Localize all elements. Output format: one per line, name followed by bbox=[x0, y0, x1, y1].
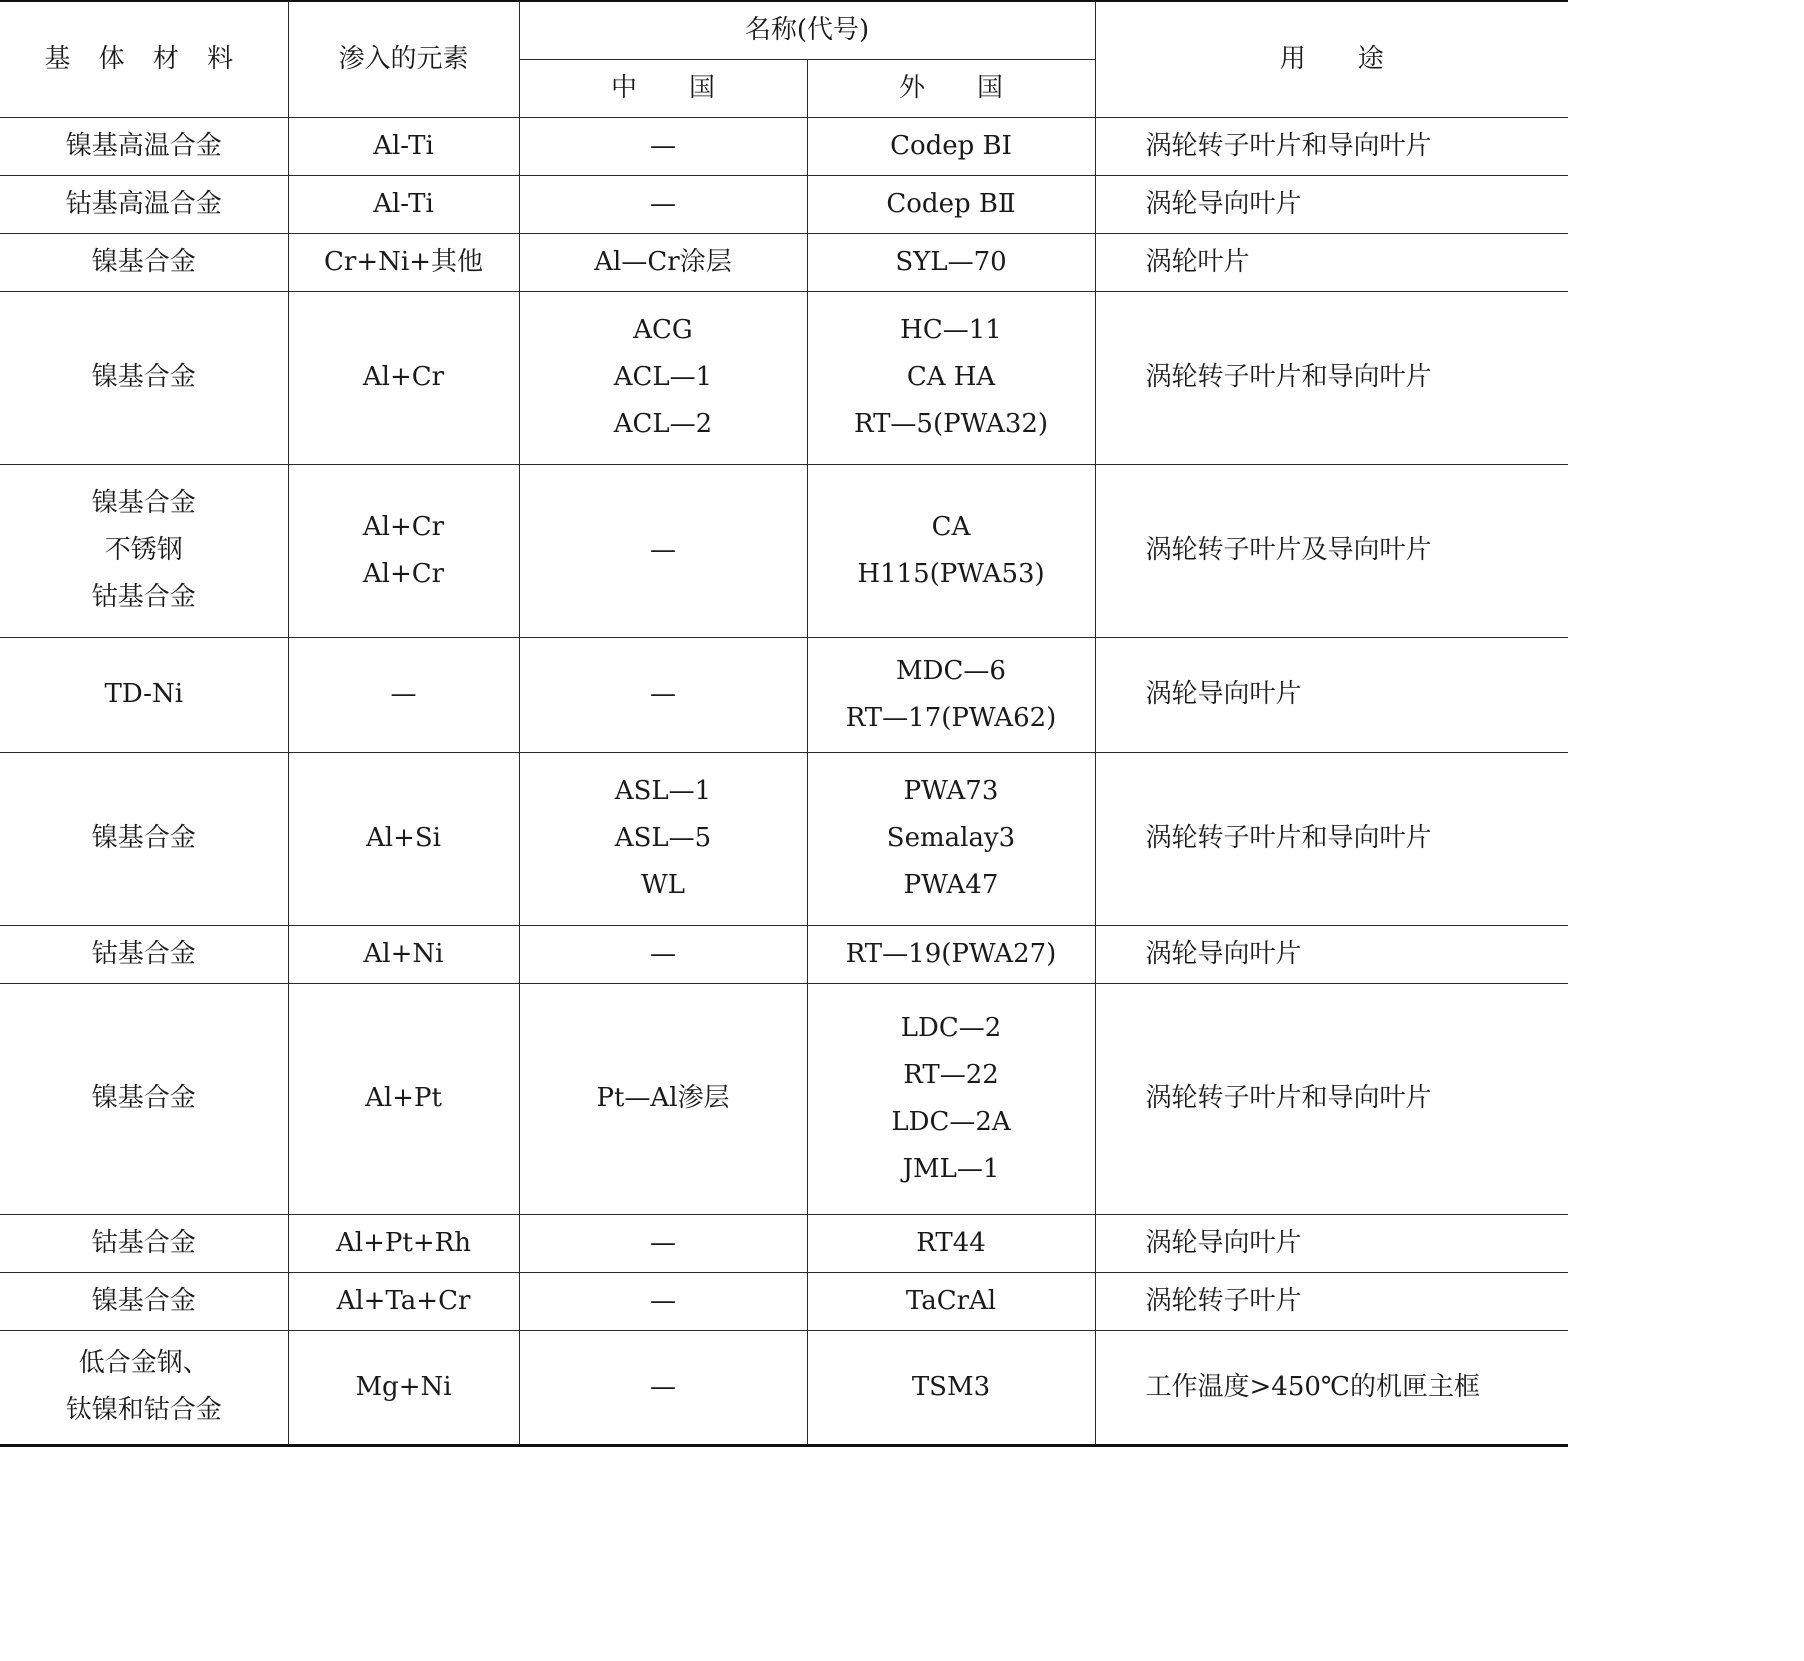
cell-base-material bbox=[0, 117, 288, 175]
table-row bbox=[0, 175, 1568, 233]
cell-line: PWA73 bbox=[903, 776, 999, 806]
cell-line: Cr+Ni+其他 bbox=[324, 246, 483, 277]
cell-line: LDC—2A bbox=[891, 1106, 1011, 1137]
cell-usage: 涡轮导向叶片 bbox=[1095, 925, 1568, 983]
cell-line: — bbox=[650, 130, 676, 161]
cell-usage: 涡轮导向叶片 bbox=[1095, 175, 1568, 233]
header-foreign: 外 国 bbox=[807, 59, 1095, 117]
cell-line: Al+Pt+Rh bbox=[336, 1227, 471, 1258]
cell-line: 钛镍和钴合金 bbox=[65, 1395, 222, 1425]
cell-usage: 涡轮转子叶片和导向叶片 bbox=[1095, 291, 1568, 464]
cell-china-code bbox=[519, 117, 807, 175]
cell-line: 镍基合金 bbox=[91, 823, 196, 853]
cell-line: 钴基高温合金 bbox=[65, 188, 222, 219]
header-infiltrated-elements: 渗入的元素 bbox=[288, 1, 519, 117]
cell-china-code bbox=[519, 1330, 807, 1445]
table-row bbox=[0, 983, 1568, 1214]
cell-base-material bbox=[0, 637, 288, 752]
cell-base-material bbox=[0, 1214, 288, 1272]
table-row bbox=[0, 233, 1568, 291]
cell-line: LDC—2 bbox=[900, 1012, 1002, 1043]
cell-line: — bbox=[390, 679, 417, 709]
table-row bbox=[0, 1272, 1568, 1330]
cell-line: — bbox=[650, 1371, 676, 1402]
cell-line: H115(PWA53) bbox=[857, 558, 1045, 589]
cell-infiltrated-elements bbox=[288, 1330, 519, 1445]
cell-base-material bbox=[0, 233, 288, 291]
cell-base-material bbox=[0, 1272, 288, 1330]
table-header bbox=[0, 1, 1568, 117]
cell-line: 镍基合金 bbox=[91, 362, 196, 392]
cell-foreign-code bbox=[807, 983, 1095, 1214]
cell-base-material bbox=[0, 752, 288, 925]
cell-line: — bbox=[650, 1285, 676, 1316]
table-row bbox=[0, 1330, 1568, 1445]
cell-line: Al+Ta+Cr bbox=[336, 1285, 471, 1316]
cell-infiltrated-elements bbox=[288, 291, 519, 464]
cell-line: ASL—5 bbox=[614, 823, 712, 853]
cell-usage: 涡轮转子叶片及导向叶片 bbox=[1095, 464, 1568, 637]
cell-line: Mg+Ni bbox=[355, 1371, 452, 1402]
cell-line: Pt—Al渗层 bbox=[596, 1083, 730, 1113]
cell-china-code bbox=[519, 752, 807, 925]
cell-infiltrated-elements bbox=[288, 464, 519, 637]
cell-line: Al+Ni bbox=[363, 938, 444, 969]
cell-line: 钴基合金 bbox=[91, 1227, 196, 1258]
cell-line: 低合金钢、 bbox=[78, 1348, 209, 1378]
cell-line: — bbox=[650, 188, 676, 219]
cell-line: RT—19(PWA27) bbox=[845, 938, 1057, 969]
header-china: 中 国 bbox=[519, 59, 807, 117]
cell-china-code bbox=[519, 1214, 807, 1272]
table-row bbox=[0, 925, 1568, 983]
cell-china-code bbox=[519, 175, 807, 233]
cell-line: Al—Cr涂层 bbox=[594, 246, 732, 277]
cell-line: RT—5(PWA32) bbox=[853, 409, 1049, 439]
cell-line: Al+Si bbox=[365, 823, 441, 853]
cell-line: Semalay3 bbox=[886, 823, 1016, 853]
cell-line: Al-Ti bbox=[373, 130, 434, 161]
table-row bbox=[0, 291, 1568, 464]
cell-line: HC—11 bbox=[900, 315, 1002, 345]
cell-line: — bbox=[650, 938, 676, 969]
cell-line: ASL—1 bbox=[614, 776, 712, 806]
cell-infiltrated-elements bbox=[288, 752, 519, 925]
header-name-code: 名称(代号) bbox=[519, 1, 1095, 59]
table-row bbox=[0, 464, 1568, 637]
cell-line: 不锈钢 bbox=[104, 535, 183, 565]
cell-infiltrated-elements bbox=[288, 1272, 519, 1330]
cell-foreign-code bbox=[807, 637, 1095, 752]
cell-china-code bbox=[519, 464, 807, 637]
cell-line: TaCrAl bbox=[905, 1285, 997, 1316]
cell-foreign-code bbox=[807, 464, 1095, 637]
cell-line: PWA47 bbox=[903, 870, 999, 900]
cell-china-code bbox=[519, 637, 807, 752]
cell-usage: 涡轮转子叶片 bbox=[1095, 1272, 1568, 1330]
cell-infiltrated-elements bbox=[288, 983, 519, 1214]
cell-infiltrated-elements bbox=[288, 117, 519, 175]
cell-foreign-code bbox=[807, 117, 1095, 175]
cell-foreign-code bbox=[807, 752, 1095, 925]
cell-line: MDC—6 bbox=[896, 655, 1006, 686]
table-body bbox=[0, 117, 1568, 1445]
cell-line: ACL—2 bbox=[613, 409, 713, 439]
cell-line: — bbox=[650, 679, 676, 709]
cell-foreign-code bbox=[807, 175, 1095, 233]
table-row bbox=[0, 637, 1568, 752]
cell-line: 镍基高温合金 bbox=[65, 130, 222, 161]
cell-line: CA bbox=[931, 511, 971, 542]
cell-foreign-code bbox=[807, 1214, 1095, 1272]
cell-base-material bbox=[0, 464, 288, 637]
cell-line: Al+Cr bbox=[362, 558, 445, 589]
cell-line: Codep BⅠ bbox=[890, 130, 1012, 161]
cell-line: Al+Pt bbox=[365, 1083, 442, 1113]
cell-line: — bbox=[650, 535, 676, 565]
cell-line: JML—1 bbox=[902, 1153, 1000, 1184]
cell-line: SYL—70 bbox=[895, 246, 1007, 277]
cell-line: RT44 bbox=[916, 1227, 986, 1258]
cell-line: Al+Cr bbox=[362, 511, 445, 542]
cell-china-code bbox=[519, 233, 807, 291]
cell-line: Al+Cr bbox=[362, 362, 445, 392]
cell-usage: 工作温度>450℃的机匣主框 bbox=[1095, 1330, 1568, 1445]
cell-china-code bbox=[519, 1272, 807, 1330]
cell-line: 镍基合金 bbox=[91, 246, 196, 277]
cell-base-material bbox=[0, 175, 288, 233]
cell-line: 镍基合金 bbox=[91, 1083, 196, 1113]
cell-line: 镍基合金 bbox=[91, 1285, 196, 1316]
cell-line: — bbox=[650, 1227, 676, 1258]
table-row bbox=[0, 752, 1568, 925]
cell-usage: 涡轮转子叶片和导向叶片 bbox=[1095, 117, 1568, 175]
cell-base-material bbox=[0, 925, 288, 983]
header-base-material: 基 体 材 料 bbox=[0, 1, 288, 117]
cell-infiltrated-elements bbox=[288, 1214, 519, 1272]
cell-line: ACL—1 bbox=[613, 362, 713, 392]
cell-foreign-code bbox=[807, 233, 1095, 291]
header-usage: 用 途 bbox=[1095, 1, 1568, 117]
cell-foreign-code bbox=[807, 1330, 1095, 1445]
cell-line: 钴基合金 bbox=[91, 938, 196, 969]
cell-line: ACG bbox=[633, 315, 693, 345]
cell-usage: 涡轮转子叶片和导向叶片 bbox=[1095, 752, 1568, 925]
cell-usage: 涡轮转子叶片和导向叶片 bbox=[1095, 983, 1568, 1214]
cell-usage: 涡轮叶片 bbox=[1095, 233, 1568, 291]
cell-foreign-code bbox=[807, 291, 1095, 464]
cell-line: TSM3 bbox=[911, 1371, 991, 1402]
cell-base-material bbox=[0, 983, 288, 1214]
cell-china-code bbox=[519, 925, 807, 983]
cell-infiltrated-elements bbox=[288, 175, 519, 233]
cell-usage: 涡轮导向叶片 bbox=[1095, 637, 1568, 752]
cell-line: RT—22 bbox=[903, 1059, 999, 1090]
cell-china-code bbox=[519, 983, 807, 1214]
table-row bbox=[0, 117, 1568, 175]
cell-foreign-code bbox=[807, 925, 1095, 983]
cell-china-code bbox=[519, 291, 807, 464]
table-row bbox=[0, 1214, 1568, 1272]
cell-base-material bbox=[0, 291, 288, 464]
cell-line: WL bbox=[641, 870, 685, 900]
cell-line: TD-Ni bbox=[104, 679, 184, 709]
cell-line: Codep BⅡ bbox=[886, 188, 1016, 219]
cell-line: RT—17(PWA62) bbox=[845, 702, 1057, 733]
cell-line: 镍基合金 bbox=[91, 488, 196, 518]
cell-line: 钴基合金 bbox=[91, 582, 196, 612]
cell-infiltrated-elements bbox=[288, 637, 519, 752]
cell-base-material bbox=[0, 1330, 288, 1445]
cell-infiltrated-elements bbox=[288, 233, 519, 291]
cell-foreign-code bbox=[807, 1272, 1095, 1330]
cell-line: CA HA bbox=[906, 362, 996, 392]
cell-line: Al-Ti bbox=[373, 188, 434, 219]
cell-usage: 涡轮导向叶片 bbox=[1095, 1214, 1568, 1272]
cell-infiltrated-elements bbox=[288, 925, 519, 983]
